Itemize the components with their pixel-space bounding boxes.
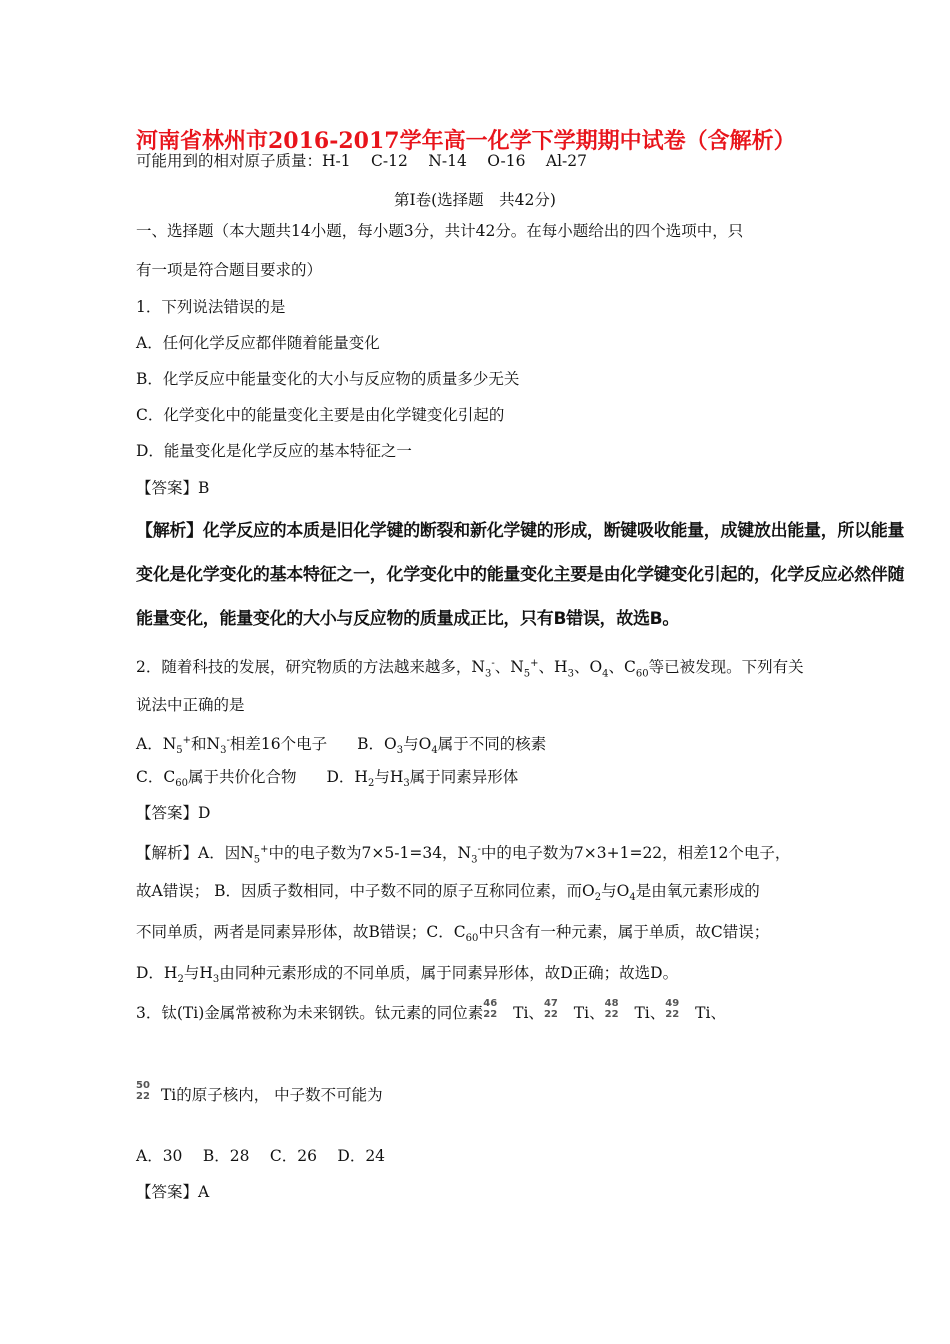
q3-options: A．30 B．28 C．26 D．24 xyxy=(136,1147,386,1165)
instructions-line-2: 有一项是符合题目要求的） xyxy=(136,261,323,279)
q1-option-a: A．任何化学反应都伴随着能量变化 xyxy=(136,334,380,352)
answer-label: 【答案】 xyxy=(136,479,199,497)
isotope-notation: 50 22 xyxy=(136,1080,150,1102)
q1-option-b: B．化学反应中能量变化的大小与反应物的质量多少无关 xyxy=(136,370,520,388)
q2-stem-2: 说法中正确的是 xyxy=(136,696,245,714)
q2-analysis-line-2: 故A错误； B．因质子数相同，中子数不同的原子互称同位素，而$O_2$与$O_4$是由氧元素形成的 xyxy=(136,882,760,904)
section-header: 第Ⅰ卷(选择题 共42分) xyxy=(394,191,556,209)
q2-analysis-line-1: 【解析】A．因$N_5^+$中的电子数为7×5-1=34，$N_3^-$中的电子数为7×3+1=22，相差12个电子， xyxy=(136,844,791,866)
q2-options-cd xyxy=(136,766,518,795)
q2-option-b: B．$O_3$与$O_4$属于不同的核素 xyxy=(357,735,547,757)
q2-options-ab xyxy=(136,730,546,762)
q3-stem: 3．钛(Ti)金属常被称为未来钢铁。钛元素的同位素 46 22 Ti、 47 22 Ti、 48 22 Ti、 49 22 Ti、 xyxy=(136,998,726,1022)
atomic-masses: 可能用到的相对原子质量：H-1 C-12 N-14 O-16 Al-27 xyxy=(136,152,588,170)
q1-analysis-line-1: 【解析】化学反应的本质是旧化学键的断裂和新化学键的形成，断键吸收能量，成键放出能量，所以能量 xyxy=(136,521,905,541)
q2-answer: 【答案】D xyxy=(136,804,211,822)
q3-stem-2: 50 22 Ti的原子核内， 中子数不可能为 xyxy=(136,1080,383,1104)
isotope-notation: 49 22 xyxy=(665,998,680,1020)
q2-option-c: C．$C_{60}$属于共价化合物 xyxy=(136,768,297,790)
answer-value: B xyxy=(198,479,210,497)
q2-analysis-line-3: 不同单质，两者是同素异形体，故B错误；C．$C_{60}$中只含有一种元素，属于单质，故C错误； xyxy=(136,923,770,945)
q2-option-d: D．$H_2$与$H_3$属于同素异形体 xyxy=(326,768,519,790)
q1-stem: 1．下列说法错误的是 xyxy=(136,298,286,316)
q2-analysis-line-4: D．$H_2$与$H_3$由同种元素形成的不同单质，属于同素异形体，故D正确；故选D。 xyxy=(136,964,679,986)
q1-option-c: C．化学变化中的能量变化主要是由化学键变化引起的 xyxy=(136,406,505,424)
document-title: 河南省林州市2016-2017学年高一化学下学期期中试卷（含解析） xyxy=(136,128,796,154)
q1-answer xyxy=(136,477,209,499)
instructions-line-1: 一、选择题（本大题共14小题，每小题3分，共计42分。在每小题给出的四个选项中，只 xyxy=(136,222,744,240)
q2-stem: 2．随着科技的发展，研究物质的方法越来越多，$N_3^-$、$N_5^+$、$H_3$、$O_4$、$C_{60}$等已被发现。下列有关 xyxy=(136,658,804,680)
q1-analysis-line-2: 变化是化学变化的基本特征之一，化学变化中的能量变化主要是由化学键变化引起的，化学反应必然伴随 xyxy=(136,565,905,585)
q1-analysis-line-3: 能量变化，能量变化的大小与反应物的质量成正比，只有B错误，故选B。 xyxy=(136,609,680,629)
q2-option-a: A．$N_5^+$和$N_3^-$相差16个电子 xyxy=(136,735,328,757)
isotope-notation: 47 22 xyxy=(543,998,558,1020)
q1-option-d: D．能量变化是化学反应的基本特征之一 xyxy=(136,442,412,460)
q3-answer: 【答案】A xyxy=(136,1183,210,1201)
isotope-notation: 48 22 xyxy=(604,998,619,1020)
isotope-notation: 46 22 xyxy=(483,998,498,1020)
